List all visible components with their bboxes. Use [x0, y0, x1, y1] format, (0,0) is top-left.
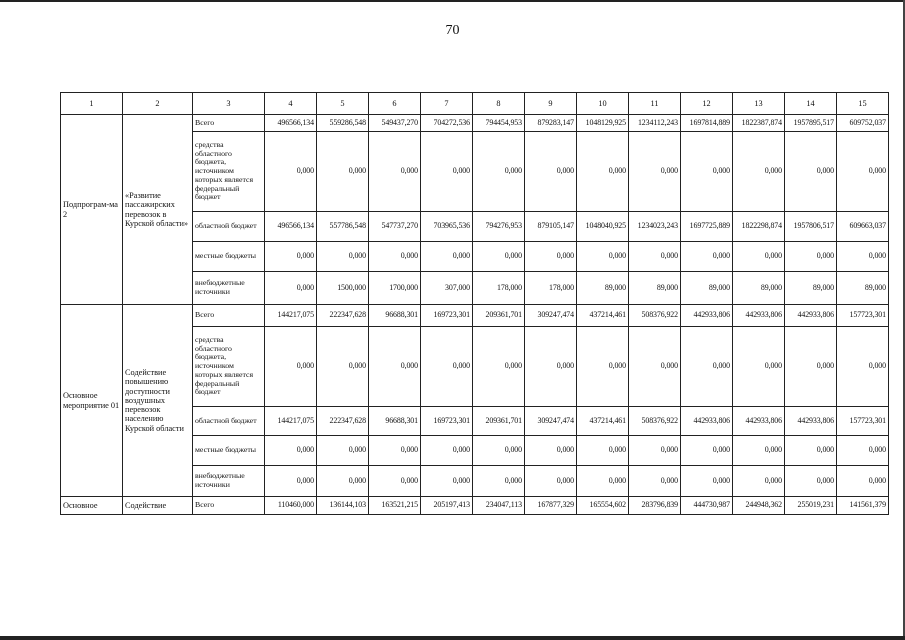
- funding-source: Всего: [193, 305, 265, 327]
- value-cell: 0,000: [629, 327, 681, 407]
- value-cell: 222347,628: [317, 407, 369, 436]
- header-cell: 3: [193, 93, 265, 115]
- value-cell: 0,000: [785, 327, 837, 407]
- value-cell: 255019,231: [785, 497, 837, 515]
- value-cell: 547737,270: [369, 212, 421, 242]
- value-cell: 0,000: [473, 132, 525, 212]
- value-cell: 163521,215: [369, 497, 421, 515]
- value-cell: 89,000: [733, 272, 785, 305]
- table-row: [61, 115, 889, 132]
- value-cell: 1700,000: [369, 272, 421, 305]
- value-cell: 1957806,517: [785, 212, 837, 242]
- header-cell: 6: [369, 93, 421, 115]
- value-cell: 0,000: [473, 242, 525, 272]
- funding-source: средства областного бюджета, источником которых является федеральный бюджет: [193, 327, 265, 407]
- value-cell: 1048129,925: [577, 115, 629, 132]
- value-cell: 609752,037: [837, 115, 889, 132]
- value-cell: 703965,536: [421, 212, 473, 242]
- value-cell: 0,000: [369, 327, 421, 407]
- value-cell: 144217,075: [265, 407, 317, 436]
- value-cell: 1234023,243: [629, 212, 681, 242]
- header-cell: 10: [577, 93, 629, 115]
- value-cell: 609663,037: [837, 212, 889, 242]
- value-cell: 0,000: [577, 242, 629, 272]
- value-cell: 244948,362: [733, 497, 785, 515]
- value-cell: 283796,839: [629, 497, 681, 515]
- value-cell: 0,000: [525, 132, 577, 212]
- value-cell: 0,000: [317, 242, 369, 272]
- value-cell: 0,000: [837, 466, 889, 497]
- value-cell: 1697725,889: [681, 212, 733, 242]
- value-cell: 496566,134: [265, 212, 317, 242]
- value-cell: 0,000: [421, 242, 473, 272]
- header-cell: 5: [317, 93, 369, 115]
- value-cell: 0,000: [317, 466, 369, 497]
- value-cell: 0,000: [785, 242, 837, 272]
- value-cell: 0,000: [525, 466, 577, 497]
- funding-source: областной бюджет: [193, 407, 265, 436]
- value-cell: 307,000: [421, 272, 473, 305]
- value-cell: 442933,806: [681, 407, 733, 436]
- funding-source: местные бюджеты: [193, 242, 265, 272]
- value-cell: 0,000: [525, 436, 577, 466]
- funding-source: Всего: [193, 497, 265, 515]
- value-cell: 0,000: [785, 466, 837, 497]
- value-cell: 442933,806: [733, 305, 785, 327]
- value-cell: 0,000: [265, 436, 317, 466]
- value-cell: 794276,953: [473, 212, 525, 242]
- value-cell: 89,000: [681, 272, 733, 305]
- value-cell: 309247,474: [525, 305, 577, 327]
- value-cell: 1048040,925: [577, 212, 629, 242]
- value-cell: 0,000: [525, 242, 577, 272]
- value-cell: 879283,147: [525, 115, 577, 132]
- header-cell: 11: [629, 93, 681, 115]
- value-cell: 1822387,874: [733, 115, 785, 132]
- value-cell: 157723,301: [837, 305, 889, 327]
- value-cell: 209361,701: [473, 407, 525, 436]
- value-cell: 141561,379: [837, 497, 889, 515]
- value-cell: 0,000: [369, 242, 421, 272]
- value-cell: 0,000: [369, 132, 421, 212]
- value-cell: 0,000: [681, 132, 733, 212]
- value-cell: 442933,806: [785, 305, 837, 327]
- value-cell: 559286,548: [317, 115, 369, 132]
- value-cell: 1957895,517: [785, 115, 837, 132]
- value-cell: 0,000: [265, 327, 317, 407]
- value-cell: 0,000: [421, 132, 473, 212]
- value-cell: 0,000: [473, 327, 525, 407]
- value-cell: 0,000: [837, 436, 889, 466]
- value-cell: 309247,474: [525, 407, 577, 436]
- value-cell: 508376,922: [629, 305, 681, 327]
- value-cell: 549437,270: [369, 115, 421, 132]
- header-cell: 2: [123, 93, 193, 115]
- value-cell: 0,000: [421, 327, 473, 407]
- value-cell: 89,000: [785, 272, 837, 305]
- value-cell: 557786,548: [317, 212, 369, 242]
- value-cell: 0,000: [837, 242, 889, 272]
- value-cell: 442933,806: [681, 305, 733, 327]
- header-cell: 14: [785, 93, 837, 115]
- value-cell: 704272,536: [421, 115, 473, 132]
- value-cell: 89,000: [629, 272, 681, 305]
- value-cell: 442933,806: [785, 407, 837, 436]
- value-cell: 0,000: [629, 132, 681, 212]
- value-cell: 0,000: [317, 132, 369, 212]
- value-cell: 0,000: [681, 242, 733, 272]
- scan-edge-top: [0, 0, 905, 2]
- value-cell: 0,000: [265, 466, 317, 497]
- value-cell: 1697814,889: [681, 115, 733, 132]
- value-cell: 0,000: [629, 466, 681, 497]
- value-cell: 1500,000: [317, 272, 369, 305]
- item-name: «Развитие пассажирских перевозок в Курской области»: [123, 115, 193, 305]
- item-code: Подпрограм-ма 2: [61, 115, 123, 305]
- funding-source: местные бюджеты: [193, 436, 265, 466]
- value-cell: 0,000: [265, 132, 317, 212]
- header-cell: 12: [681, 93, 733, 115]
- value-cell: 0,000: [317, 327, 369, 407]
- value-cell: 0,000: [629, 436, 681, 466]
- funding-source: внебюджетные источники: [193, 272, 265, 305]
- value-cell: 89,000: [577, 272, 629, 305]
- value-cell: 167877,329: [525, 497, 577, 515]
- value-cell: 0,000: [369, 436, 421, 466]
- value-cell: 437214,461: [577, 407, 629, 436]
- value-cell: 508376,922: [629, 407, 681, 436]
- funding-source: средства областного бюджета, источником которых является федеральный бюджет: [193, 132, 265, 212]
- value-cell: 0,000: [577, 132, 629, 212]
- table-row: [61, 497, 889, 515]
- value-cell: 169723,301: [421, 407, 473, 436]
- value-cell: 0,000: [681, 436, 733, 466]
- value-cell: 0,000: [577, 466, 629, 497]
- value-cell: 0,000: [265, 242, 317, 272]
- scan-edge-bottom: [0, 636, 905, 640]
- value-cell: 0,000: [577, 327, 629, 407]
- value-cell: 0,000: [733, 132, 785, 212]
- value-cell: 169723,301: [421, 305, 473, 327]
- value-cell: 234047,113: [473, 497, 525, 515]
- item-name: Содействие: [123, 497, 193, 515]
- item-code: Основное: [61, 497, 123, 515]
- value-cell: 0,000: [421, 436, 473, 466]
- value-cell: 879105,147: [525, 212, 577, 242]
- header-row: [61, 93, 889, 115]
- value-cell: 89,000: [837, 272, 889, 305]
- value-cell: 222347,628: [317, 305, 369, 327]
- header-cell: 7: [421, 93, 473, 115]
- value-cell: 96688,301: [369, 407, 421, 436]
- value-cell: 496566,134: [265, 115, 317, 132]
- header-cell: 4: [265, 93, 317, 115]
- value-cell: 0,000: [317, 436, 369, 466]
- value-cell: 178,000: [473, 272, 525, 305]
- table-row: [61, 305, 889, 327]
- funding-source: областной бюджет: [193, 212, 265, 242]
- value-cell: 178,000: [525, 272, 577, 305]
- value-cell: 0,000: [473, 466, 525, 497]
- value-cell: 0,000: [629, 242, 681, 272]
- value-cell: 144217,075: [265, 305, 317, 327]
- value-cell: 0,000: [785, 132, 837, 212]
- value-cell: 0,000: [785, 436, 837, 466]
- funding-source: внебюджетные источники: [193, 466, 265, 497]
- value-cell: 0,000: [369, 466, 421, 497]
- item-code: Основное мероприятие 01: [61, 305, 123, 497]
- value-cell: 110460,000: [265, 497, 317, 515]
- value-cell: 0,000: [733, 242, 785, 272]
- value-cell: 794454,953: [473, 115, 525, 132]
- value-cell: 96688,301: [369, 305, 421, 327]
- value-cell: 209361,701: [473, 305, 525, 327]
- value-cell: 0,000: [681, 327, 733, 407]
- value-cell: 0,000: [837, 132, 889, 212]
- funding-source: Всего: [193, 115, 265, 132]
- value-cell: 444730,987: [681, 497, 733, 515]
- value-cell: 136144,103: [317, 497, 369, 515]
- value-cell: 0,000: [733, 327, 785, 407]
- value-cell: 0,000: [681, 466, 733, 497]
- header-cell: 15: [837, 93, 889, 115]
- value-cell: 0,000: [421, 466, 473, 497]
- value-cell: 157723,301: [837, 407, 889, 436]
- header-cell: 8: [473, 93, 525, 115]
- value-cell: 0,000: [473, 436, 525, 466]
- page-number: 70: [445, 23, 460, 38]
- header-cell: 1: [61, 93, 123, 115]
- value-cell: 0,000: [837, 327, 889, 407]
- value-cell: 1822298,874: [733, 212, 785, 242]
- value-cell: 0,000: [577, 436, 629, 466]
- header-cell: 13: [733, 93, 785, 115]
- value-cell: 0,000: [733, 436, 785, 466]
- value-cell: 1234112,243: [629, 115, 681, 132]
- value-cell: 437214,461: [577, 305, 629, 327]
- value-cell: 442933,806: [733, 407, 785, 436]
- value-cell: 205197,413: [421, 497, 473, 515]
- budget-table: [60, 92, 889, 515]
- value-cell: 165554,602: [577, 497, 629, 515]
- header-cell: 9: [525, 93, 577, 115]
- item-name: Содействие повышению доступности воздушных перевозок населению Курской области: [123, 305, 193, 497]
- value-cell: 0,000: [265, 272, 317, 305]
- value-cell: 0,000: [525, 327, 577, 407]
- value-cell: 0,000: [733, 466, 785, 497]
